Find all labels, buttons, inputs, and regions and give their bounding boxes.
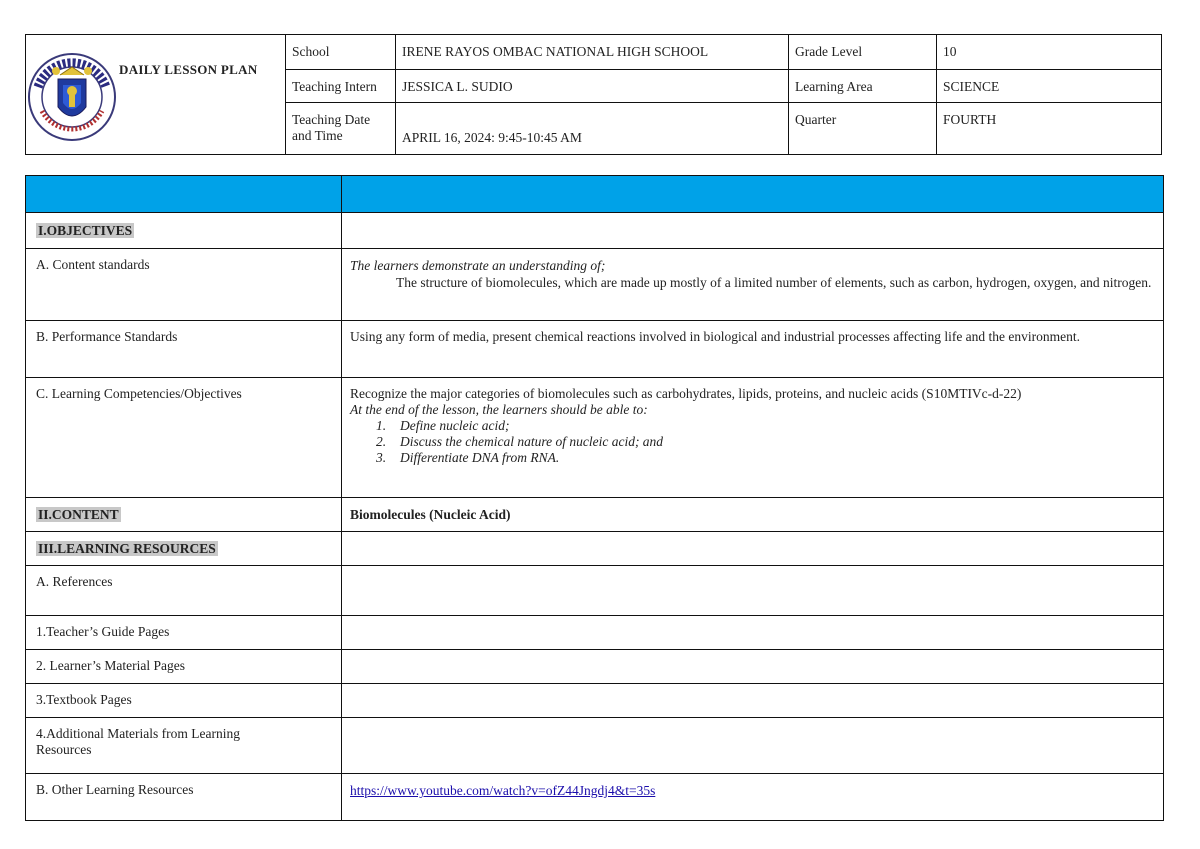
grade-label: Grade Level	[789, 35, 937, 70]
content-heading: II.CONTENT	[38, 507, 119, 522]
list-item: 1. Define nucleic acid;	[376, 418, 510, 433]
content-standards-intro: The learners demonstrate an understanding of;	[350, 258, 606, 273]
school-label: School	[286, 35, 396, 70]
quarter-value: FOURTH	[943, 112, 997, 127]
content-standards-text: The structure of biomolecules, which are made up mostly of a limited number of elements, such as carbon, hydrogen, oxygen, and nitrogen.	[396, 275, 1152, 290]
content-section-row	[26, 498, 1163, 532]
objectives-section-row	[26, 213, 1163, 249]
school-value: IRENE RAYOS OMBAC NATIONAL HIGH SCHOOL	[396, 35, 789, 70]
textbook-label: 3.Textbook Pages	[26, 684, 342, 717]
date-value: APRIL 16, 2024: 9:45-10:45 AM	[396, 103, 789, 154]
other-resources-row	[26, 774, 1163, 820]
deped-seal-icon	[28, 37, 120, 149]
table-header-band	[26, 176, 1163, 213]
lesson-plan-table	[25, 175, 1164, 821]
area-value: SCIENCE	[937, 70, 1161, 103]
performance-standards-row	[26, 321, 1163, 378]
page-title: DAILY LESSON PLAN	[119, 62, 258, 77]
competencies-label: C. Learning Competencies/Objectives	[26, 378, 342, 497]
date-label: Teaching Date and Time	[286, 103, 396, 154]
grade-value: 10	[937, 35, 1161, 70]
list-item: 2. Discuss the chemical nature of nucleic acid; and	[376, 434, 664, 449]
header-title-cell	[26, 35, 286, 154]
references-label: A. References	[26, 566, 342, 615]
content-standards-label: A. Content standards	[26, 249, 342, 320]
performance-standards-text: Using any form of media, present chemical reactions involved in biological and industrial processes affecting life and the environment.	[350, 329, 1081, 344]
textbook-row	[26, 684, 1163, 718]
performance-standards-label: B. Performance Standards	[26, 321, 342, 377]
objectives-heading: I.OBJECTIVES	[38, 223, 133, 238]
resources-section-row	[26, 532, 1163, 566]
additional-materials-label: 4.Additional Materials from Learning Resources	[26, 718, 342, 773]
additional-materials-row	[26, 718, 1163, 774]
list-item: 3. Differentiate DNA from RNA.	[376, 450, 560, 465]
area-label: Learning Area	[789, 70, 937, 103]
teachers-guide-row	[26, 616, 1163, 650]
references-row	[26, 566, 1163, 616]
content-value: Biomolecules (Nucleic Acid)	[350, 507, 511, 522]
header-info-grid	[286, 35, 1161, 154]
objectives-list	[376, 418, 1155, 466]
resources-heading: III.LEARNING RESOURCES	[38, 541, 216, 556]
lesson-plan-header	[25, 34, 1162, 155]
competencies-intro: At the end of the lesson, the learners should be able to:	[350, 402, 648, 417]
learners-material-label: 2. Learner’s Material Pages	[26, 650, 342, 683]
competencies-row	[26, 378, 1163, 498]
other-resources-label: B. Other Learning Resources	[26, 774, 342, 820]
content-standards-row	[26, 249, 1163, 321]
competencies-text: Recognize the major categories of biomolecules such as carbohydrates, lipids, proteins, and nucleic acids (S10MTIVc-d-22)	[350, 386, 1022, 401]
intern-value: JESSICA L. SUDIO	[396, 70, 789, 103]
quarter-label: Quarter	[789, 103, 937, 154]
youtube-link[interactable]: https://www.youtube.com/watch?v=ofZ44Jngdj4&t=35s	[350, 783, 656, 798]
intern-label: Teaching Intern	[286, 70, 396, 103]
teachers-guide-label: 1.Teacher’s Guide Pages	[26, 616, 342, 649]
learners-material-row	[26, 650, 1163, 684]
